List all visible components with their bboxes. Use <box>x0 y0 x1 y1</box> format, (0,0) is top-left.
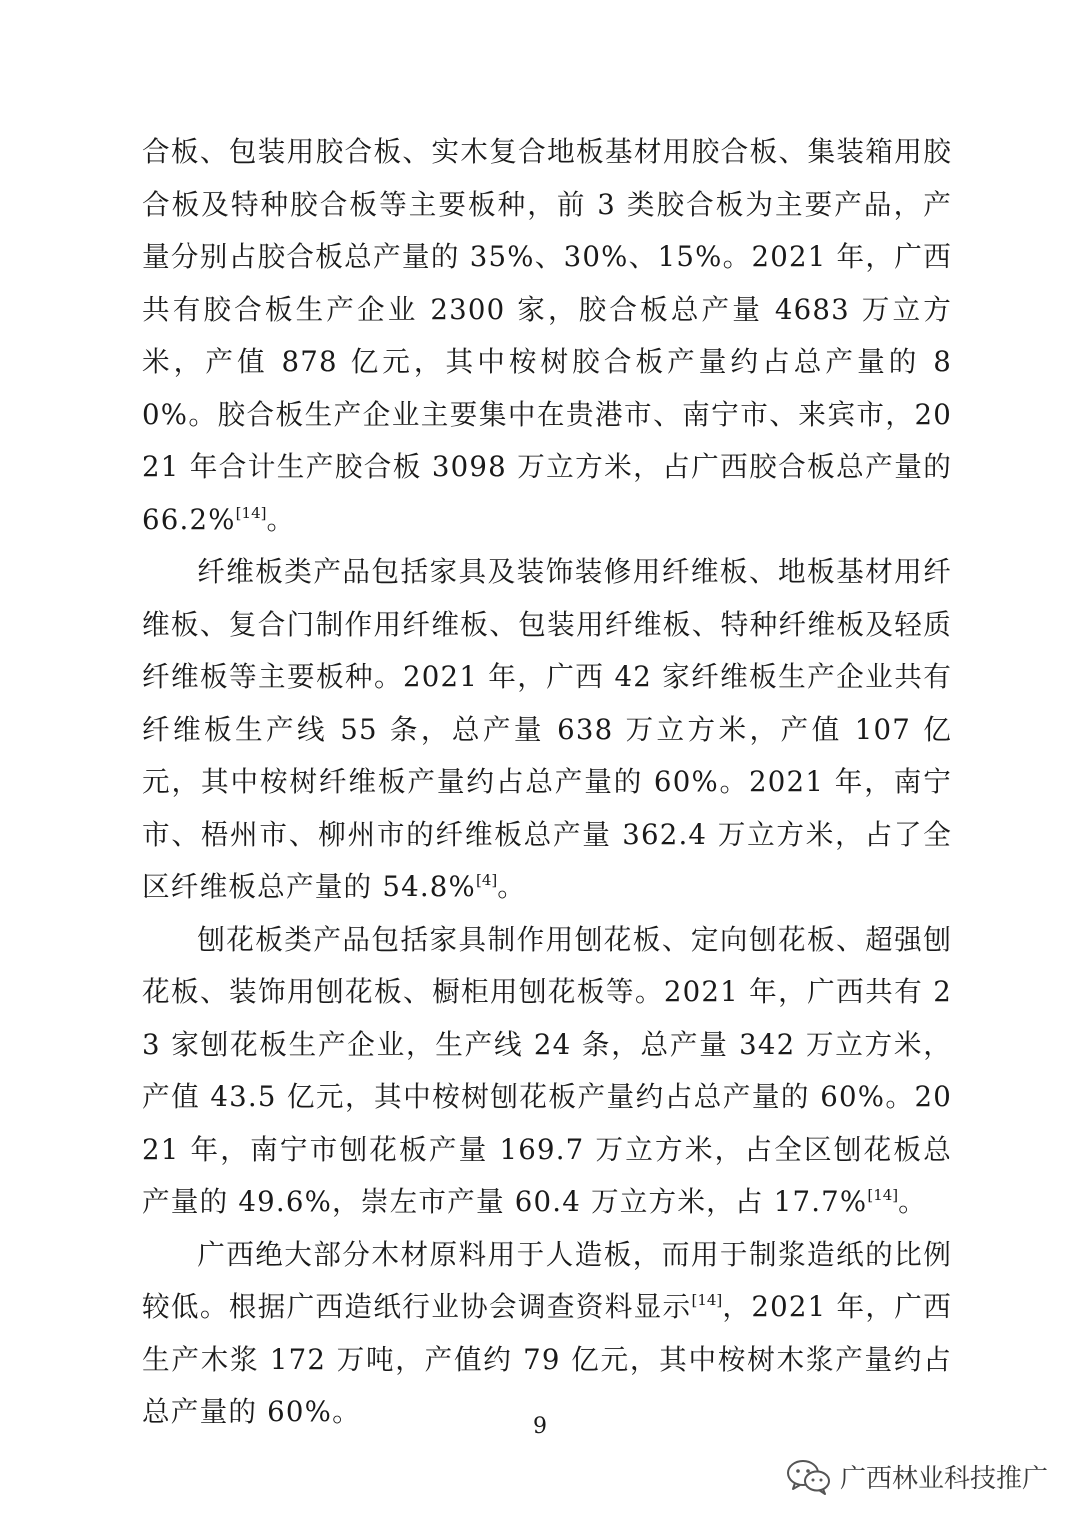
watermark-label: 广西林业科技推广 <box>839 1464 1048 1494</box>
paragraph-tail: ，2021 年，广西生产木浆 172 万吨，产值约 79 亿元，其中桉树木浆产量约占总产量的 60%。 <box>142 1290 952 1428</box>
paragraph-pulp <box>142 1229 952 1439</box>
paragraph-plywood <box>142 126 952 546</box>
page-number: 9 <box>533 1414 547 1439</box>
paragraph-fiberboard <box>142 546 952 914</box>
paragraph-particleboard <box>142 914 952 1229</box>
citation-ref: [14] <box>691 1291 723 1309</box>
paragraph-tail: 。 <box>497 870 527 903</box>
paragraph-tail: 。 <box>266 502 296 536</box>
paragraph-text: 广西绝大部分木材原料用于人造板，而用于制浆造纸的比例较低。根据广西造纸行业协会调查资料显示 <box>142 1237 952 1323</box>
citation-ref: [4] <box>475 871 498 889</box>
wechat-watermark <box>786 1458 1048 1495</box>
paragraph-text: 合板、包装用胶合板、实木复合地板基材用胶合板、集装箱用胶合板及特种胶合板等主要板种，前 3 类胶合板为主要产品，产量分别占胶合板总产量的 35%、30%、15%。2021 年，广西共有胶合板生产企业 2300 家，胶合板总产量 4683 万立方米，产值 878 亿元，其中桉树胶合板产量约占总产量的 80%。胶合板生产企业主要集中在贵港市、南宁市、来宾市，2021 年合计生产胶合板 3098 万立方米，占广西胶合板总产量的 66.2% <box>142 135 952 536</box>
citation-ref: [14] <box>235 503 267 522</box>
citation-ref: [14] <box>867 1186 899 1204</box>
paragraph-text: 纤维板类产品包括家具及装饰装修用纤维板、地板基材用纤维板、复合门制作用纤维板、包装用纤维板、特种纤维板及轻质纤维板等主要板种。2021 年，广西 42 家纤维板生产企业共有纤维板生产线 55 条，总产量 638 万立方米，产值 107 亿元，其中桉树纤维板产量约占总产量的 60%。2021 年，南宁市、梧州市、柳州市的纤维板总产量 362.4 万立方米，占了全区纤维板总产量的 54.8% <box>142 555 952 903</box>
document-body <box>142 126 952 1439</box>
wechat-icon <box>786 1459 832 1495</box>
paragraph-tail: 。 <box>898 1185 927 1218</box>
paragraph-text: 刨花板类产品包括家具制作用刨花板、定向刨花板、超强刨花板、装饰用刨花板、橱柜用刨花板等。2021 年，广西共有 23 家刨花板生产企业，生产线 24 条，总产量 342 万立方米，产值 43.5 亿元，其中桉树刨花板产量约占总产量的 60%。2021 年，南宁市刨花板产量 169.7 万立方米，占全区刨花板总产量的 49.6%，崇左市产量 60.4 万立方米，占 17.7% <box>142 922 952 1218</box>
